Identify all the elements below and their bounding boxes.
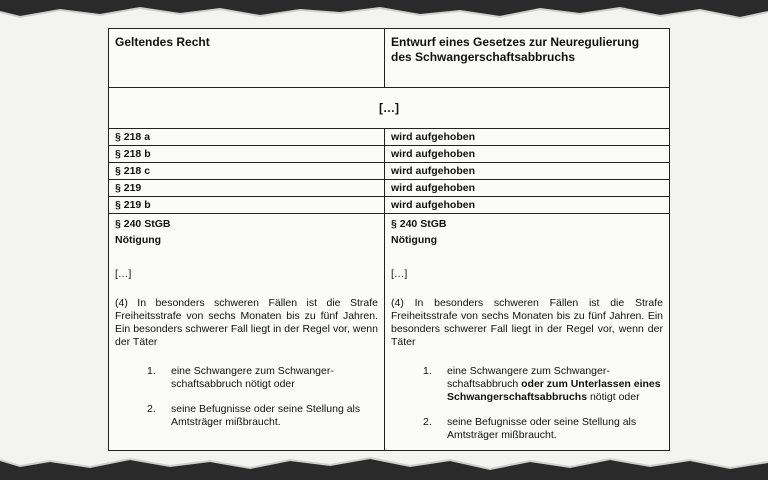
section-title: Nötigung: [391, 234, 438, 246]
row-status-right: wird aufgehoben: [385, 146, 670, 163]
torn-edge-top: [0, 0, 768, 26]
list-text: seine Befugnisse oder seine Stellung als Amtsträger mißbraucht.: [171, 403, 361, 428]
comparison-table: [108, 28, 670, 451]
paragraph-4: (4) In besonders schweren Fällen ist die Strafe Freiheitsstrafe von sechs Monaten bis zu fünf Jahren. Ein besonders schwerer Fall liegt in der Regel vor, wenn der Täter: [115, 297, 378, 348]
header-current-law: Geltendes Recht: [109, 29, 385, 88]
row-section-left: § 219 b: [109, 197, 385, 214]
table-row: [109, 197, 670, 214]
list-item: [147, 403, 378, 429]
row-section-left: § 218 a: [109, 129, 385, 146]
paragraph-4: (4) In besonders schweren Fällen ist die Strafe Freiheitsstrafe von sechs Monaten bis zu fünf Jahren. Ein besonders schwerer Fall liegt in der Regel vor, wenn der Täter: [391, 297, 663, 348]
section-heading: § 240 StGB: [115, 218, 171, 230]
draft-law-block: [385, 214, 670, 451]
table-row: [109, 180, 670, 197]
header-draft-law: Entwurf eines Gesetzes zur Neuregulierung des Schwangerschaftsabbruchs: [385, 29, 670, 88]
list-text: eine Schwangere zum Schwanger-schaftsabbruch nötigt oder: [171, 365, 334, 390]
section-heading: § 240 StGB: [391, 218, 447, 230]
list-text-plain: eine Schwangere zum Schwanger-schaftsabbruch: [447, 365, 610, 390]
table-row: [109, 163, 670, 180]
row-status-right: wird aufgehoben: [385, 163, 670, 180]
list-item: [147, 365, 378, 391]
omission-marker: […]: [109, 88, 670, 129]
section-title: Nötigung: [115, 234, 162, 246]
list-number: 1.: [147, 365, 156, 377]
row-section-left: § 218 c: [109, 163, 385, 180]
list-number: 1.: [423, 365, 432, 377]
list-text-amendment: oder zum Unterlassen eines Schwangerschaftsabbruchs: [447, 378, 661, 403]
omission-marker: […]: [115, 268, 132, 280]
list-item: [423, 365, 663, 404]
row-status-right: wird aufgehoben: [385, 197, 670, 214]
row-section-left: § 219: [109, 180, 385, 197]
list-number: 2.: [423, 416, 432, 428]
list-text: [447, 365, 662, 404]
current-law-block: [109, 214, 385, 451]
list-item: [423, 416, 663, 442]
list-text-plain-end: nötigt oder: [587, 391, 640, 403]
row-status-right: wird aufgehoben: [385, 180, 670, 197]
torn-edge-bottom: [0, 454, 768, 480]
table-row: [109, 129, 670, 146]
list-text: seine Befugnisse oder seine Stellung als Amtsträger mißbraucht.: [447, 416, 637, 441]
row-section-left: § 218 b: [109, 146, 385, 163]
omission-marker: […]: [391, 268, 408, 280]
document-page: [108, 28, 670, 450]
list-number: 2.: [147, 403, 156, 415]
row-status-right: wird aufgehoben: [385, 129, 670, 146]
table-row: [109, 146, 670, 163]
